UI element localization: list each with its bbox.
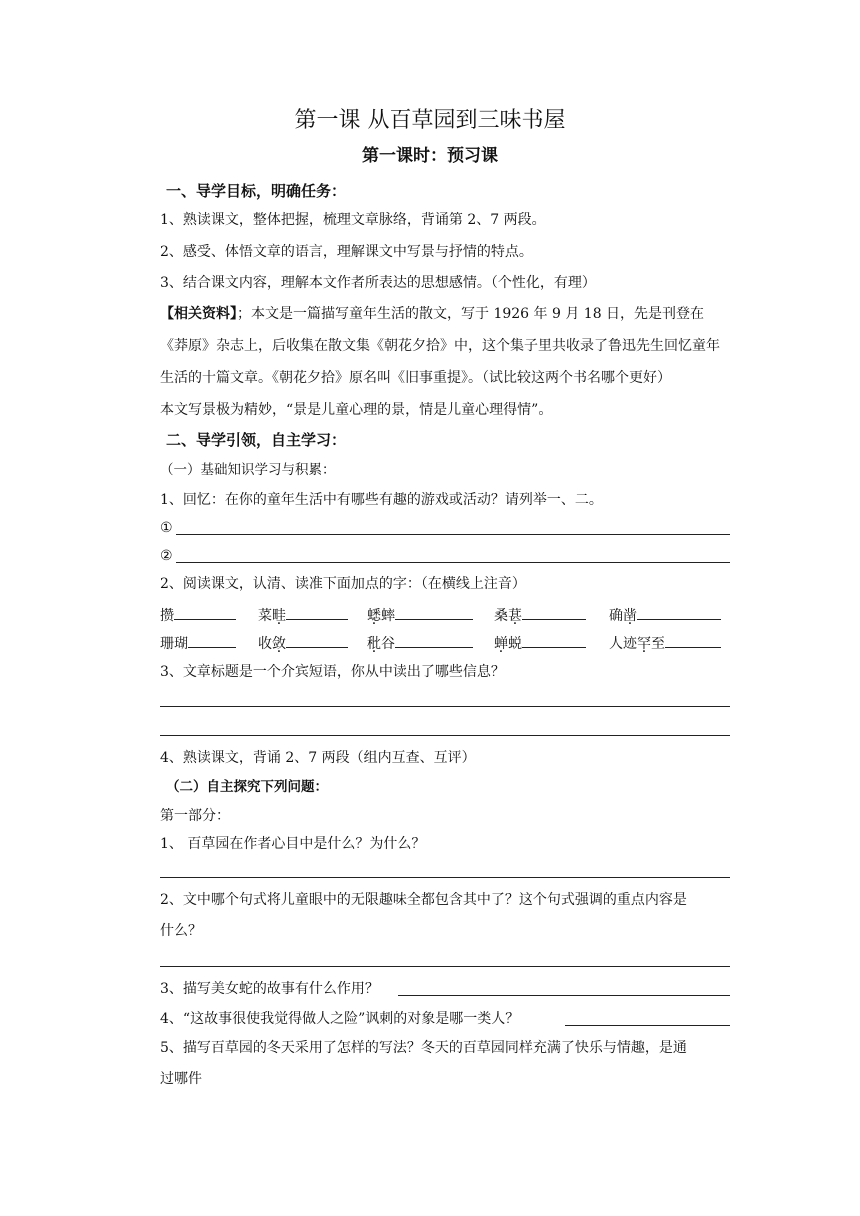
pinyin-blank[interactable] — [286, 604, 348, 620]
answer-line-3b[interactable] — [160, 735, 730, 736]
goal-item-2: 2、感受、体悟文章的语言，理解课文中写景与抒情的特点。 — [160, 244, 533, 260]
answer-line-3a[interactable] — [160, 706, 730, 707]
answer-mark-2: ② — [160, 548, 173, 564]
goal-item-1: 1、熟读课文，整体把握，梳理文章脉络，背诵第 2、7 两段。 — [160, 212, 546, 228]
answer-line-1[interactable] — [176, 534, 730, 535]
pinyin-blank[interactable] — [665, 632, 721, 648]
pinyin-blank[interactable] — [174, 604, 236, 620]
page-title: 第一课 从百草园到三味书屋 — [294, 108, 566, 133]
question-4: 4、熟读课文，背诵 2、7 两段（组内互查、互评） — [160, 750, 476, 766]
quote-line: 本文写景极为精妙，“景是儿童心理的景，情是儿童心理得情”。 — [160, 402, 553, 418]
word-item: 蟋蟀 — [367, 604, 473, 626]
word-item: 秕谷 — [367, 632, 473, 654]
goal-item-3: 3、结合课文内容，理解本文作者所表达的思想感情。（个性化，有理） — [160, 275, 596, 291]
reference-line-3: 生活的十篇文章。《朝花夕拾》原名叫《旧事重提》。（试比较这两个书名哪个更好） — [160, 370, 671, 386]
answer-line-p1[interactable] — [160, 877, 730, 878]
inquiry-question-1: 1、 百草园在作者心目中是什么？为什么？ — [160, 836, 426, 852]
word-item: 菜畦 — [258, 604, 348, 626]
answer-line-2[interactable] — [176, 562, 730, 563]
answer-line-p3[interactable] — [398, 995, 730, 996]
answer-line-p2[interactable] — [160, 966, 730, 967]
question-1: 1、回忆：在你的童年生活中有哪些有趣的游戏或活动？请列举一、二。 — [160, 492, 603, 508]
reference-text-1: ；本文是一篇描写童年生活的散文，写于 1926 年 9 月 18 日，先是刊登在 — [237, 306, 705, 322]
pinyin-blank[interactable] — [522, 632, 586, 648]
section2-heading: 二、导学引领，自主学习： — [166, 431, 347, 449]
inquiry-question-2-line-2: 什么？ — [160, 923, 202, 939]
pinyin-blank[interactable] — [522, 604, 586, 620]
word-item: 人迹罕至 — [609, 632, 721, 654]
inquiry-question-5-line-2: 过哪件 — [160, 1071, 202, 1087]
inquiry-question-4: 4、“这故事很使我觉得做人之险”讽刺的对象是哪一类人？ — [160, 1011, 520, 1027]
page-subtitle: 第一课时：预习课 — [362, 146, 498, 166]
word-item: 蝉蜕 — [494, 632, 586, 654]
reference-line-1 — [160, 304, 704, 324]
answer-mark-1: ① — [160, 520, 173, 536]
inquiry-question-2-line-1: 2、文中哪个句式将儿童眼中的无限趣味全都包含其中了？这个句式强调的重点内容是 — [160, 892, 687, 908]
inquiry-question-3: 3、描写美女蛇的故事有什么作用？ — [160, 981, 379, 997]
word-item: 收敛 — [258, 632, 348, 654]
question-2: 2、阅读课文，认清、读准下面加点的字：（在横线上注音） — [160, 576, 526, 592]
pinyin-blank[interactable] — [637, 604, 721, 620]
word-item: 桑葚 — [494, 604, 586, 626]
answer-line-p4[interactable] — [565, 1025, 730, 1026]
pinyin-blank[interactable] — [286, 632, 348, 648]
word-item: 攒 — [160, 604, 236, 626]
reference-label: 【相关资料】 — [160, 306, 237, 322]
pinyin-blank[interactable] — [395, 632, 473, 648]
pinyin-blank[interactable] — [188, 632, 236, 648]
question-3: 3、文章标题是一个介宾短语，你从中读出了哪些信息？ — [160, 664, 505, 680]
inquiry-question-5-line-1: 5、描写百草园的冬天采用了怎样的写法？冬天的百草园同样充满了快乐与情趣，是通 — [160, 1040, 687, 1056]
word-item: 确凿 — [609, 604, 721, 626]
reference-line-2: 《莽原》杂志上，后收集在散文集《朝花夕拾》中，这个集子里共收录了鲁迅先生回忆童年 — [160, 338, 720, 354]
pinyin-blank[interactable] — [395, 604, 473, 620]
subsection-2-heading: （二）自主探究下列问题： — [166, 779, 328, 795]
word-item: 珊瑚 — [160, 632, 236, 654]
section1-heading: 一、导学目标，明确任务： — [166, 182, 347, 200]
subsection-1-heading: （一）基础知识学习与积累： — [160, 462, 336, 478]
part-1-label: 第一部分： — [160, 808, 230, 824]
